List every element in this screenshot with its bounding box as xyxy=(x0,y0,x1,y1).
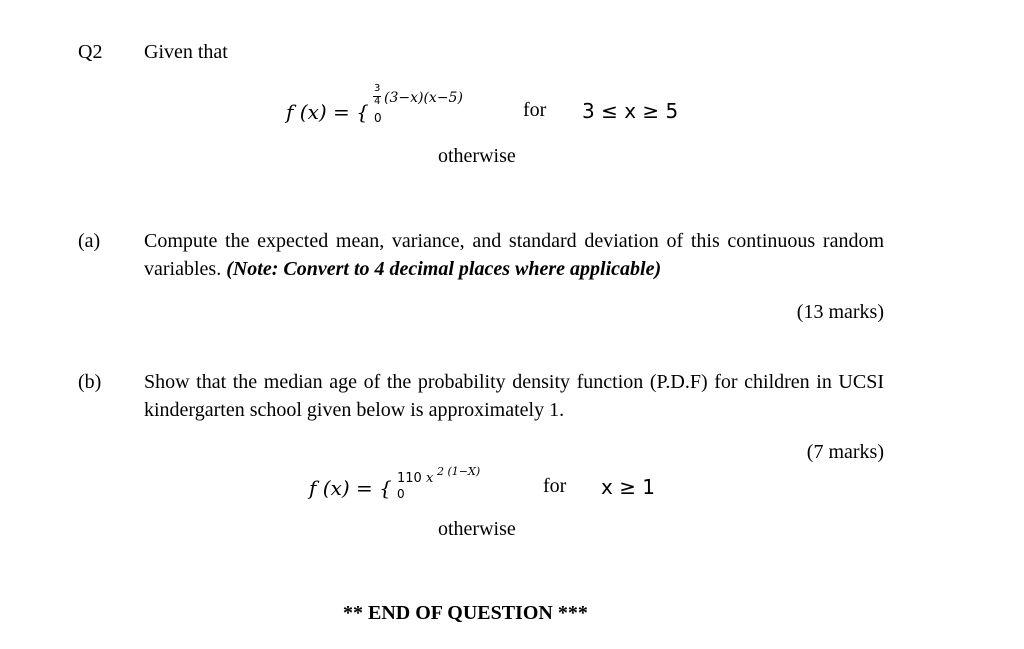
pdf-2-zero: 0 xyxy=(397,487,405,501)
part-b-label: (b) xyxy=(78,371,102,393)
pdf-2-coef: 110 xyxy=(397,471,422,486)
part-a-text xyxy=(144,227,884,283)
part-a-note: (Note: Convert to 4 decimal places where applicable) xyxy=(226,258,662,280)
part-a-marks: (13 marks) xyxy=(796,301,884,323)
pdf-1-coef-numerator: 3 xyxy=(374,83,381,94)
end-of-question: ** END OF QUESTION *** xyxy=(343,602,588,624)
pdf-1-otherwise: otherwise xyxy=(438,145,516,167)
pdf-2-otherwise: otherwise xyxy=(438,518,516,540)
pdf-1-zero: 0 xyxy=(374,111,382,125)
part-b-marks: (7 marks) xyxy=(806,441,884,463)
question-number: Q2 xyxy=(78,41,103,63)
pdf-1-expression: (3−x)(x−5) xyxy=(384,90,463,106)
part-a-label: (a) xyxy=(78,230,101,252)
question-intro: Given that xyxy=(144,41,228,63)
pdf-2-condition: x ≥ 1 xyxy=(601,475,656,499)
pdf-1-lhs: f (x) = { xyxy=(286,100,369,124)
part-b-text: Show that the median age of the probability density function (P.D.F) for children in UCSI kindergarten school given below is approximately 1. xyxy=(144,371,884,421)
pdf-2-for-label: for xyxy=(543,475,567,497)
pdf-1-for-label: for xyxy=(523,99,547,121)
pdf-1-condition: 3 ≤ x ≥ 5 xyxy=(582,99,679,123)
pdf-2-lhs: f (x) = { xyxy=(309,476,392,500)
pdf-1-coef-denominator: 4 xyxy=(374,96,381,107)
pdf-2-var: x xyxy=(426,471,434,486)
part-a-question: Compute the expected mean, variance, and standard deviation of this continuous random variables. xyxy=(144,230,884,280)
pdf-2-exponent: 2 (1−X) xyxy=(437,465,481,478)
